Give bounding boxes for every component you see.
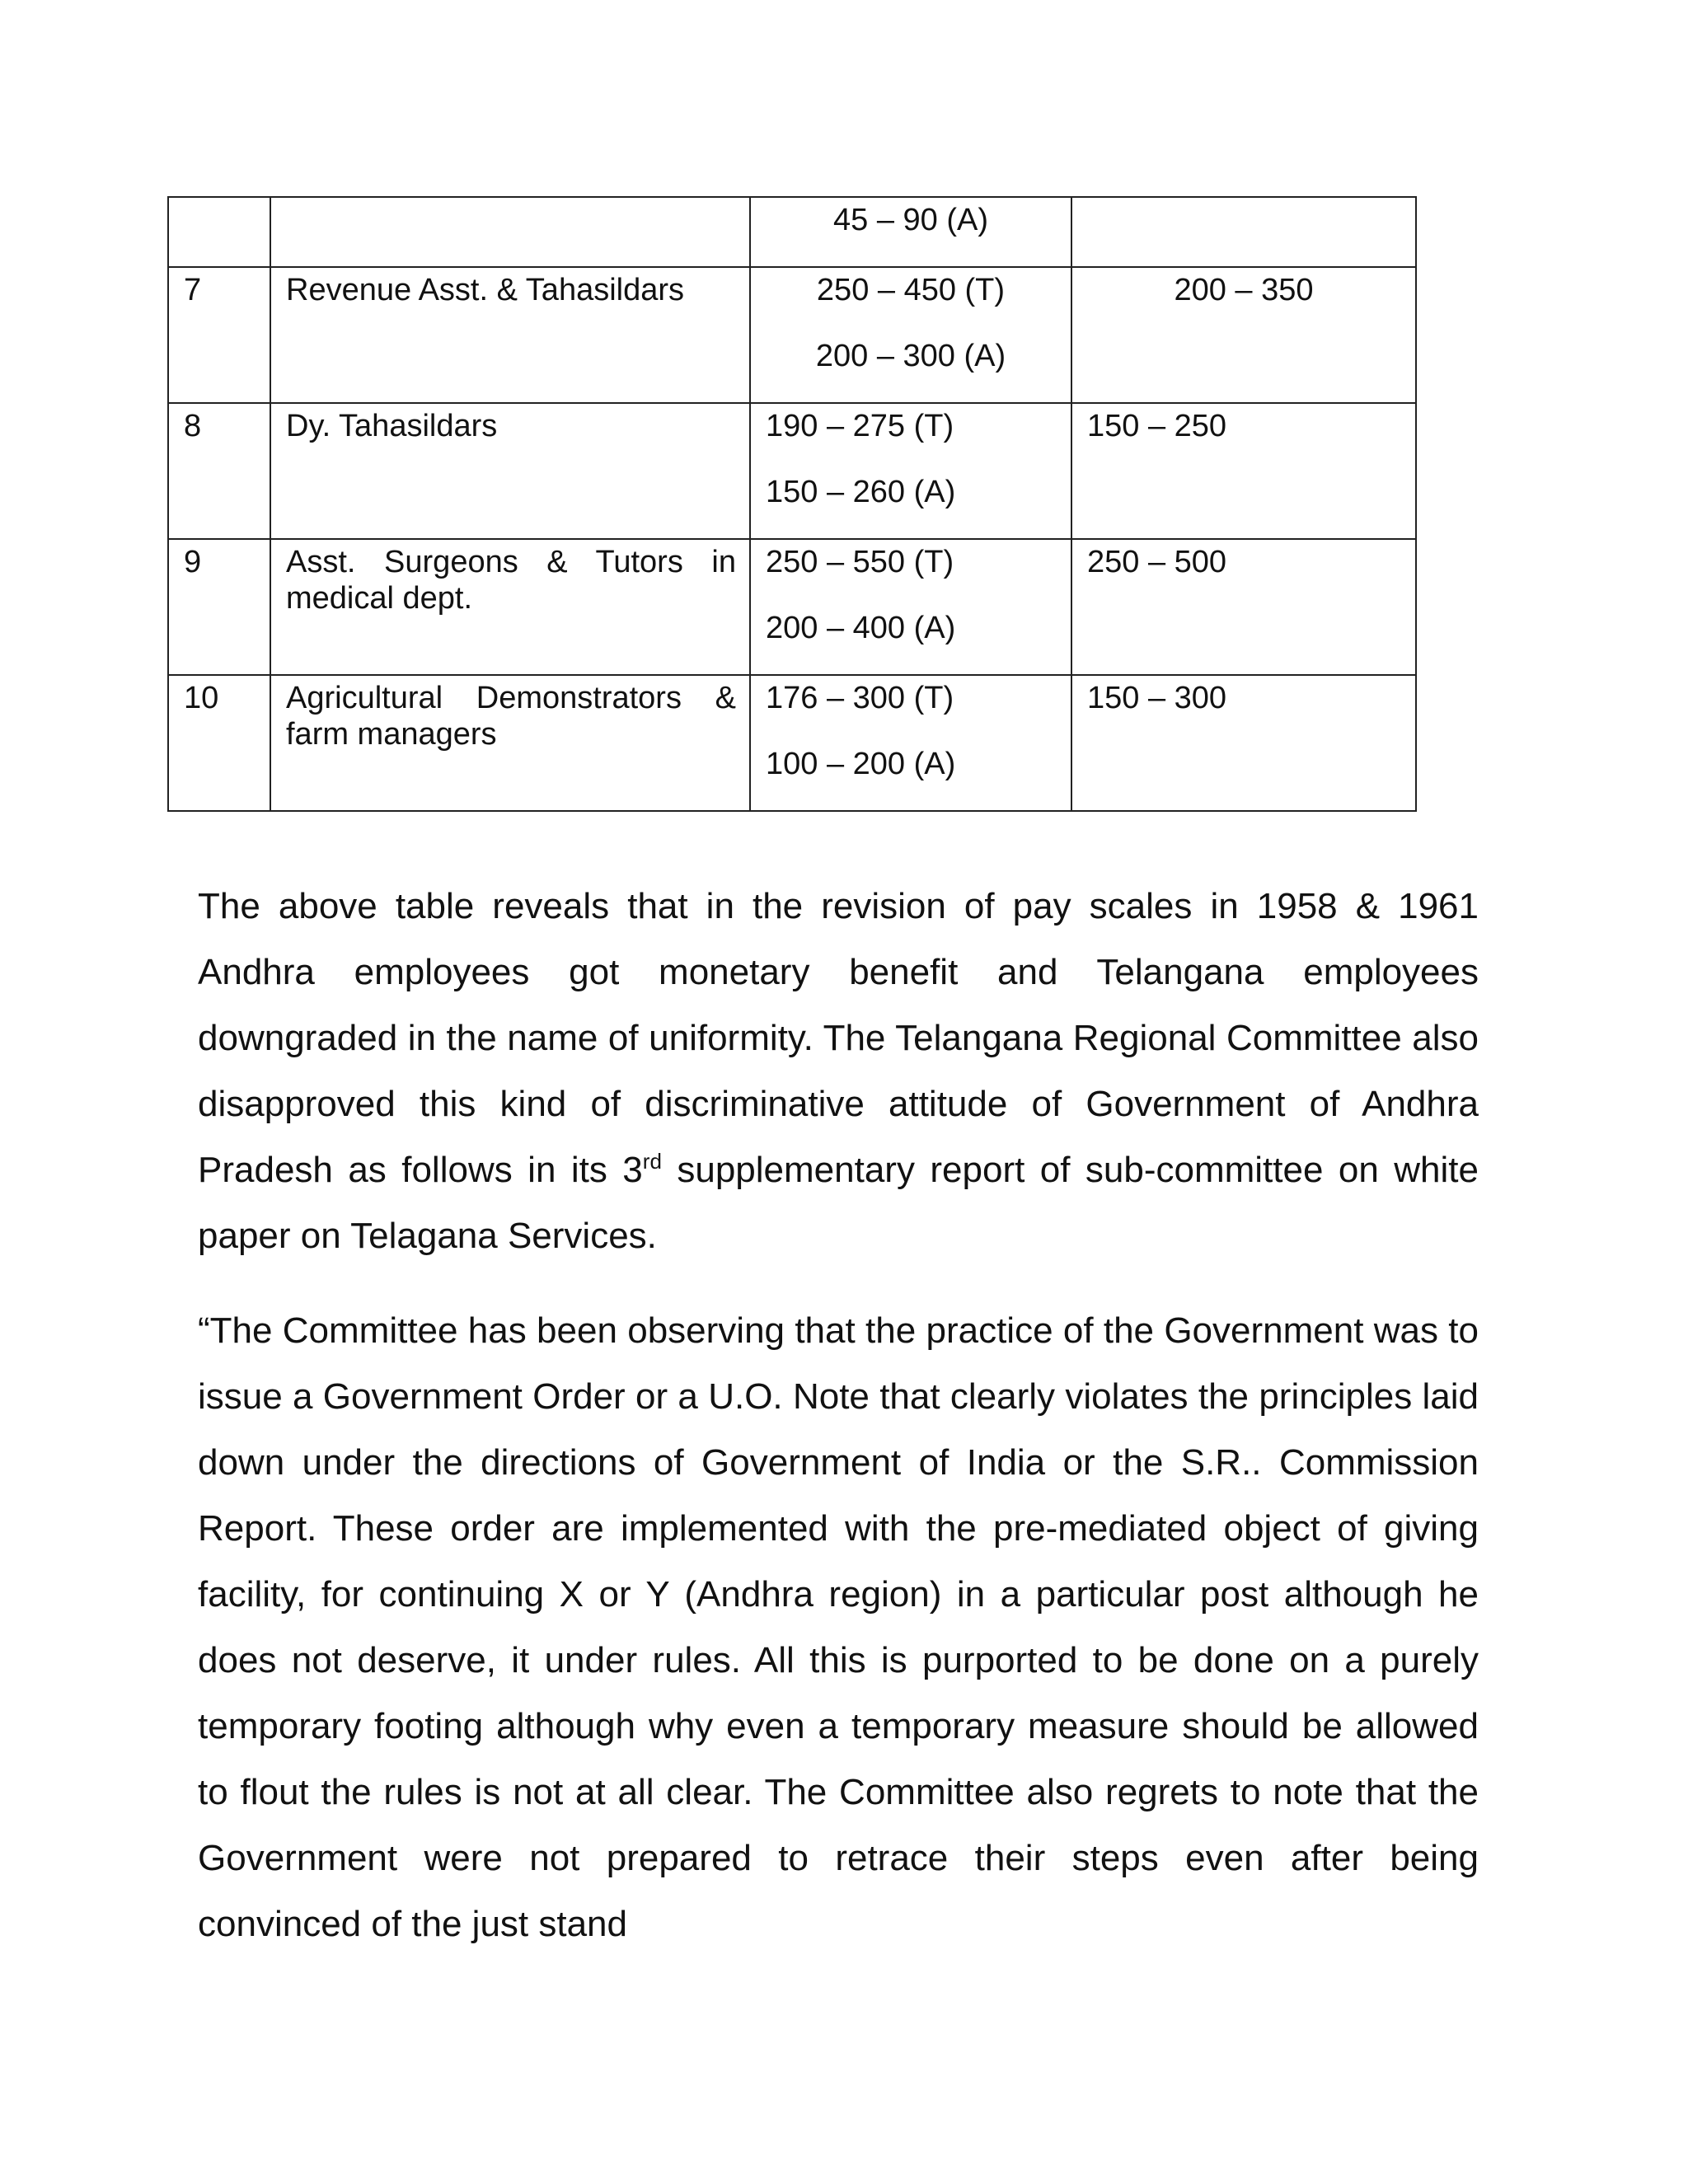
new-scale-cell: 250 – 500 [1071,539,1416,675]
table-row [168,675,1416,811]
new-scale-cell: 150 – 300 [1071,675,1416,811]
paragraph-text: The above table reveals that in the revision of pay scales in 1958 & 1961 Andhra employees got monetary benefit and Telangana employees downgraded in the name of uniformity. The Telangana Regional Committee also disapproved this kind of discriminative attitude of Government of Andhra Pradesh as follows in its 3 [198,886,1479,1190]
andhra-scale: 200 – 300 (A) [815,339,1006,373]
old-scale-cell [750,267,1071,403]
old-scale-cell [750,539,1071,675]
telangana-scale: 190 – 275 (T) [766,409,954,443]
andhra-scale: 150 – 260 (A) [766,475,956,509]
ordinal-superscript: rd [642,1149,662,1174]
serial-number-cell: 7 [168,267,270,403]
committee-quote-paragraph: “The Committee has been observing that the practice of the Government was to issue a Government Order or a U.O. Note that clearly violates the principles laid down under the directions of Government of India or the S.R.. Commission Report. These order are implemented with the pre-mediated object of giving facility, for continuing X or Y (Andhra region) in a particular post although he does not deserve, it under rules. All this is purported to be done on a purely temporary footing although why even a temporary measure should be allowed to flout the rules is not at all clear. The Committee also regrets to note that the Government were not prepared to retrace their steps even after being convinced of the just stand [198,1310,1479,1944]
pay-scale-table [167,196,1417,812]
post-name-cell: Agricultural Demonstrators & farm managers [270,675,750,811]
table-row [168,539,1416,675]
old-scale-cell [750,675,1071,811]
analysis-paragraph [198,874,1479,1269]
serial-number-cell [168,197,270,267]
andhra-scale: 100 – 200 (A) [766,747,956,781]
new-scale-cell: 200 – 350 [1071,267,1416,403]
post-name-cell: Revenue Asst. & Tahasildars [270,267,750,403]
old-scale-cell [750,403,1071,539]
telangana-scale: 176 – 300 (T) [766,681,954,715]
paragraph-text-continued: supplementary report of sub-committee on white paper on Telagana Services. [198,1150,1479,1256]
table-row [168,197,1416,267]
serial-number-cell: 10 [168,675,270,811]
table-row [168,403,1416,539]
andhra-scale: 200 – 400 (A) [766,611,956,645]
table-row [168,267,1416,403]
old-scale-line: 45 – 90 (A) [833,203,988,237]
old-scale-cell [750,197,1071,267]
telangana-scale: 250 – 450 (T) [816,273,1006,307]
post-name-cell: Asst. Surgeons & Tutors in medical dept. [270,539,750,675]
new-scale-cell: 150 – 250 [1071,403,1416,539]
serial-number-cell: 8 [168,403,270,539]
post-name-cell [270,197,750,267]
telangana-scale: 250 – 550 (T) [766,545,954,579]
serial-number-cell: 9 [168,539,270,675]
new-scale-cell [1071,197,1416,267]
post-name-cell: Dy. Tahasildars [270,403,750,539]
